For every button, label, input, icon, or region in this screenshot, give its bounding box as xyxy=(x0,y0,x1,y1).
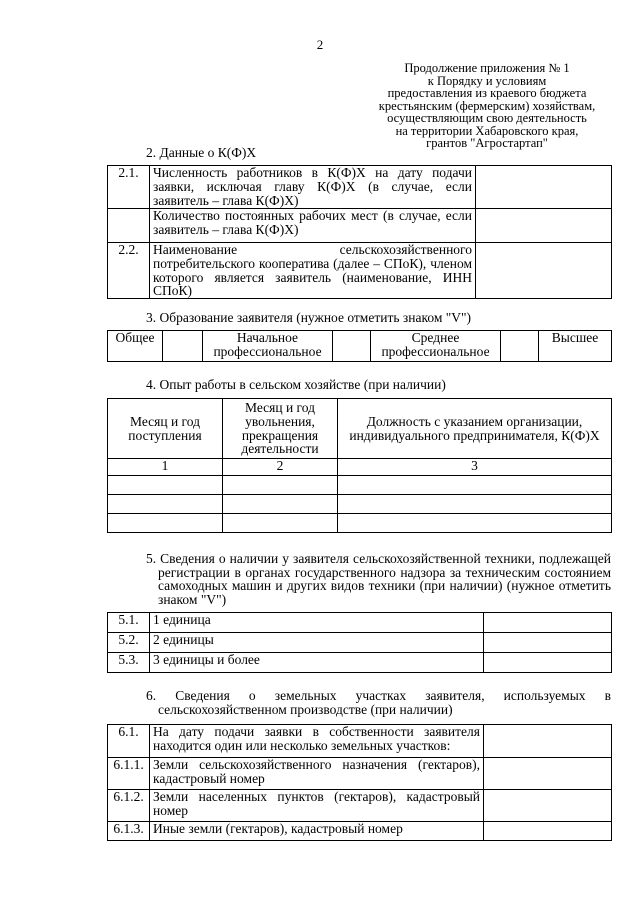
appendix-line: крестьянским (фермерским) хозяйствам, xyxy=(378,98,596,113)
education-option-label: Начальное профессиональное xyxy=(203,331,333,362)
table-row xyxy=(108,243,612,299)
table-row xyxy=(108,790,612,822)
table-row xyxy=(108,613,612,633)
row-number xyxy=(108,209,150,243)
column-number: 1 xyxy=(108,459,223,476)
column-number: 3 xyxy=(338,459,612,476)
appendix-header xyxy=(362,62,612,150)
row-text: Количество постоянных рабочих мест (в случае, если заявитель – глава К(Ф)Х) xyxy=(150,209,476,243)
section-4-title: 4. Опыт работы в сельском хозяйстве (при наличии) xyxy=(146,377,446,392)
input-cell[interactable] xyxy=(476,243,612,299)
section-6-table xyxy=(107,724,612,841)
section-3-table xyxy=(107,330,612,362)
appendix-line: Продолжение приложения № 1 xyxy=(404,61,570,75)
input-cell[interactable] xyxy=(223,495,338,514)
row-text: 3 единицы и более xyxy=(150,653,484,673)
row-text: Численность работников в К(Ф)Х на дату подачи заявки, исключая главу К(Ф)Х (в случае, если заявитель – глава К(Ф)Х) xyxy=(150,166,476,209)
appendix-line: предоставления из краевого бюджета xyxy=(387,86,587,100)
table-row xyxy=(108,725,612,758)
section-5-table xyxy=(107,612,612,673)
table-row xyxy=(108,822,612,841)
row-text: 1 единица xyxy=(150,613,484,633)
table-row xyxy=(108,459,612,476)
section-2-title: 2. Данные о К(Ф)Х xyxy=(146,145,257,160)
input-cell[interactable] xyxy=(338,495,612,514)
row-number: 5.1. xyxy=(108,613,150,633)
table-row xyxy=(108,209,612,243)
row-text: На дату подачи заявки в собственности заявителя находится один или несколько земельных участков: xyxy=(150,725,484,758)
input-cell[interactable] xyxy=(338,476,612,495)
row-number: 6.1.2. xyxy=(108,790,150,822)
input-cell[interactable] xyxy=(476,209,612,243)
row-number: 6.1.3. xyxy=(108,822,150,841)
education-option-label: Высшее xyxy=(539,331,612,362)
input-cell[interactable] xyxy=(108,495,223,514)
table-row xyxy=(108,514,612,533)
column-number: 2 xyxy=(223,459,338,476)
section-3-title: 3. Образование заявителя (нужное отметить знаком "V") xyxy=(146,310,472,325)
checkbox-cell[interactable] xyxy=(484,633,612,653)
input-cell[interactable] xyxy=(108,514,223,533)
appendix-line: осуществляющим свою деятельность xyxy=(387,111,587,125)
section-6-title xyxy=(146,689,611,716)
row-number: 2.1. xyxy=(108,166,150,209)
appendix-line: грантов "Агростартап" xyxy=(426,136,548,150)
row-text: Земли населенных пунктов (гектаров), кадастровый номер xyxy=(150,790,484,822)
table-row xyxy=(108,633,612,653)
checkbox-cell[interactable] xyxy=(501,331,539,362)
section-6-title-text: 6. Сведения о земельных участках заявителя, используемых в сельскохозяйственном производстве (при наличии) xyxy=(146,688,611,717)
column-header: Должность с указанием организации, индивидуального предпринимателя, К(Ф)Х xyxy=(338,399,612,459)
section-5-title-text: 5. Сведения о наличии у заявителя сельскохозяйственной техники, подлежащей регистрации в органах государственного надзора за техническим состоянием самоходных машин и других видов техники (при наличии) (нужное отметить знаком "V") xyxy=(146,551,611,607)
table-row xyxy=(108,476,612,495)
education-option-label: Общее xyxy=(108,331,163,362)
row-number: 5.2. xyxy=(108,633,150,653)
column-header: Месяц и год поступления xyxy=(108,399,223,459)
table-row xyxy=(108,758,612,790)
row-number: 6.1. xyxy=(108,725,150,758)
input-cell[interactable] xyxy=(484,725,612,758)
input-cell[interactable] xyxy=(484,822,612,841)
section-2-table xyxy=(107,165,612,299)
table-row xyxy=(108,495,612,514)
input-cell[interactable] xyxy=(484,790,612,822)
checkbox-cell[interactable] xyxy=(163,331,203,362)
section-5-title xyxy=(146,552,611,606)
table-header-row xyxy=(108,399,612,459)
row-text: Иные земли (гектаров), кадастровый номер xyxy=(150,822,484,841)
appendix-line: на территории Хабаровского края, xyxy=(395,123,579,138)
input-cell[interactable] xyxy=(338,514,612,533)
row-text: Земли сельскохозяйственного назначения (гектаров), кадастровый номер xyxy=(150,758,484,790)
table-row xyxy=(108,166,612,209)
checkbox-cell[interactable] xyxy=(484,653,612,673)
row-text: Наименование сельскохозяйственного потребительского кооператива (далее – СПоК), членом которого является заявитель (наименование, ИНН СПоК) xyxy=(150,243,476,299)
appendix-line: к Порядку и условиям xyxy=(427,73,547,88)
input-cell[interactable] xyxy=(484,758,612,790)
table-row xyxy=(108,331,612,362)
page-number: 2 xyxy=(316,37,324,52)
column-header: Месяц и год увольнения, прекращения деятельности xyxy=(223,399,338,459)
input-cell[interactable] xyxy=(476,166,612,209)
input-cell[interactable] xyxy=(223,476,338,495)
section-4-table xyxy=(107,398,612,533)
input-cell[interactable] xyxy=(108,476,223,495)
row-text: 2 единицы xyxy=(150,633,484,653)
table-row xyxy=(108,653,612,673)
row-number: 2.2. xyxy=(108,243,150,299)
row-number: 6.1.1. xyxy=(108,758,150,790)
row-number: 5.3. xyxy=(108,653,150,673)
education-option-label: Среднее профессиональное xyxy=(371,331,501,362)
input-cell[interactable] xyxy=(223,514,338,533)
checkbox-cell[interactable] xyxy=(333,331,371,362)
checkbox-cell[interactable] xyxy=(484,613,612,633)
